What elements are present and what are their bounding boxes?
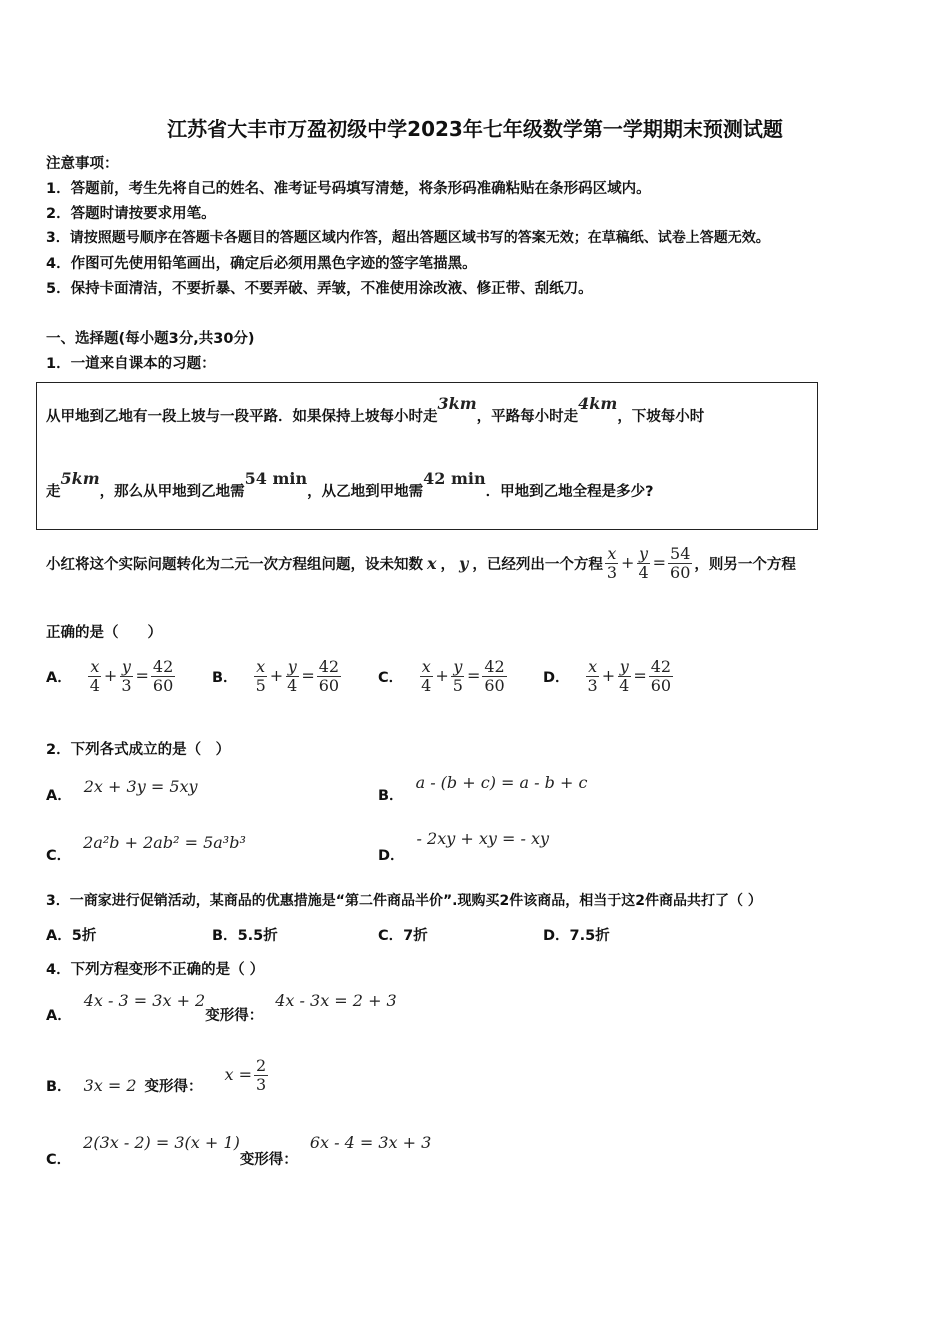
note-item: 2．答题时请按要求用笔。 bbox=[46, 206, 216, 222]
q1-option-a[interactable]: A． $\frac{x}{4}$ + $\frac{y}{3}$ = $\frac{42}{60}$ bbox=[46, 656, 174, 695]
q4-option-a[interactable]: A．4x - 3 = 3x + 2变形得：4x - 3x = 2 + 3 bbox=[46, 991, 397, 1024]
q3-option-a[interactable]: A．5折 bbox=[46, 928, 97, 944]
q4-option-c[interactable]: C．2(3x - 2) = 3(x + 1)变形得：6x - 4 = 3x + 3 bbox=[46, 1133, 432, 1168]
q1-stem: 1．一道来自课本的习题： bbox=[46, 356, 216, 372]
note-item: 1．答题前，考生先将自己的姓名、准考证号码填写清楚，将条形码准确粘贴在条形码区域内。 bbox=[46, 181, 651, 197]
q3-option-d[interactable]: D．7.5折 bbox=[543, 928, 610, 944]
q3-stem: 3．一商家进行促销活动，某商品的优惠措施是“第二件商品半价”.现购买2件该商品，相当于这2件商品共打了（ ） bbox=[46, 893, 762, 909]
q2-option-c[interactable]: C．2a²b + 2ab² = 5a³b³ bbox=[46, 833, 246, 864]
section-heading: 一、选择题(每小题3分,共30分) bbox=[46, 331, 255, 347]
q1-follow: 小红将这个实际问题转化为二元一次方程组问题，设未知数 x ， y ，已经列出一个方程 $\frac{x}{3}$ + $\frac{y}{4}$ = $\frac{54}{60}$ ，则另一个方程 bbox=[46, 543, 796, 582]
q4-stem: 4．下列方程变形不正确的是（ ） bbox=[46, 962, 265, 978]
q1-option-c[interactable]: C． $\frac{x}{4}$ + $\frac{y}{5}$ = $\frac{42}{60}$ bbox=[378, 656, 505, 695]
q4-option-b[interactable]: B． 3x = 2 变形得： x = $\frac{2}{3}$ bbox=[46, 1055, 267, 1095]
q1-box-line1: 从甲地到乙地有一段上坡与一段平路．如果保持上坡每小时走3km，平路每小时走4km，下坡每小时 bbox=[46, 394, 705, 425]
q1-box-line2: 走5km，那么从甲地到乙地需54 min，从乙地到甲地需42 min．甲地到乙地全程是多少? bbox=[46, 469, 654, 500]
q3-option-b[interactable]: B．5.5折 bbox=[212, 928, 278, 944]
q2-option-d[interactable]: D．- 2xy + xy = - xy bbox=[378, 829, 550, 864]
q3-option-c[interactable]: C．7折 bbox=[378, 928, 428, 944]
note-item: 3．请按照题号顺序在答题卡各题目的答题区域内作答，超出答题区域书写的答案无效；在草稿纸、试卷上答题无效。 bbox=[46, 230, 770, 246]
q2-stem: 2．下列各式成立的是（ ） bbox=[46, 742, 231, 758]
q1-option-b[interactable]: B． $\frac{x}{5}$ + $\frac{y}{4}$ = $\frac{42}{60}$ bbox=[212, 656, 340, 695]
q1-given-equation: $\frac{x}{3}$ + $\frac{y}{4}$ = $\frac{54}{60}$ bbox=[606, 543, 691, 582]
page-title: 江苏省大丰市万盈初级中学2023年七年级数学第一学期期末预测试题 bbox=[167, 117, 783, 141]
notes-heading: 注意事项： bbox=[46, 156, 119, 172]
q1-prompt: 正确的是（ ） bbox=[46, 625, 162, 641]
note-item: 5．保持卡面清洁，不要折暴、不要弄破、弄皱，不准使用涂改液、修正带、刮纸刀。 bbox=[46, 281, 593, 297]
q1-option-d[interactable]: D． $\frac{x}{3}$ + $\frac{y}{4}$ = $\frac{42}{60}$ bbox=[543, 656, 672, 695]
note-item: 4．作图可先使用铅笔画出，确定后必须用黑色字迹的签字笔描黑。 bbox=[46, 256, 477, 272]
q2-option-b[interactable]: B．a - (b + c) = a - b + c bbox=[378, 773, 588, 804]
q2-option-a[interactable]: A． 2x + 3y = 5xy bbox=[46, 777, 198, 804]
